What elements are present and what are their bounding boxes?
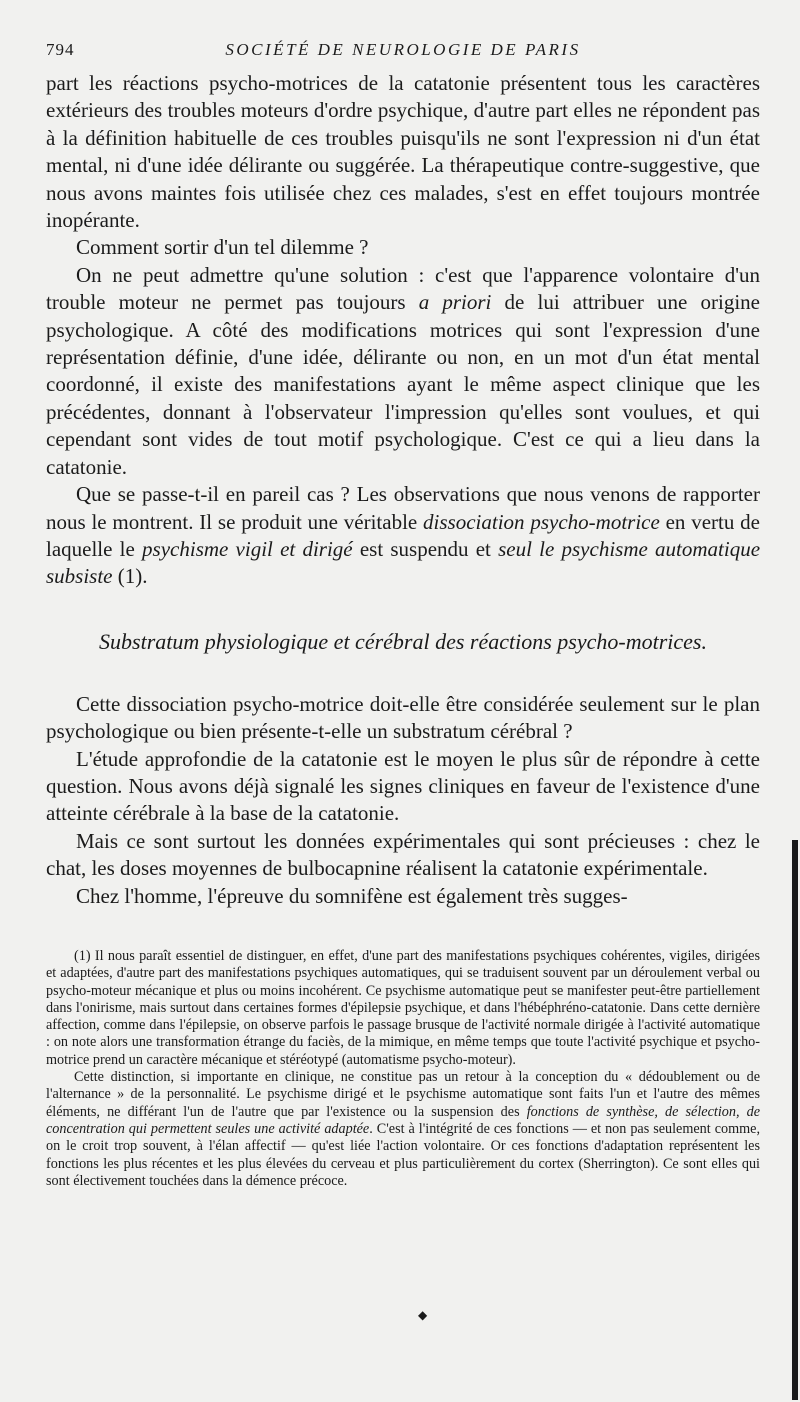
footnote-reference: (1). [112,564,148,589]
page [46,40,760,1190]
footnote-text-a: Cette distinction, si importante en clinique, ne constitue pas un retour à la conception du « dédoublement ou de l'alternance » de la personnalité. Le psychisme dirigé et le psychisme automatique sont faits l'un et l'autre des mêmes éléments, ne différant l'un de l'autre que par l'existence ou la suspension des [46,1069,760,1120]
paragraph-2: Comment sortir d'un tel dilemme ? [76,235,369,260]
paragraph-4-italic-2: psychisme vigil et dirigé [142,536,353,561]
printer-mark: ◆ [418,1308,428,1322]
scan-edge-bar [792,840,798,1400]
paragraph-3-text-a: On ne peut admettre qu'une solution : c'est que l'apparence volontaire d'un trouble moteur ne permet pas toujours [46,262,760,315]
section-heading: Substratum physiologique et cérébral des réactions psycho-motrices. [99,628,707,654]
page-header [46,40,760,70]
paragraph-5: Cette dissociation psycho-motrice doit-elle être considérée seulement sur le plan psychologique ou bien présente-t-elle un substratum cérébral ? [46,691,760,744]
paragraph-6: L'étude approfondie de la catatonie est le moyen le plus sûr de répondre à cette question. Nous avons déjà signalé les signes cliniques en faveur de l'existence d'une atteinte cérébrale à la base de la catatonie. [46,746,760,826]
paragraph-4 [46,481,760,591]
paragraph-3 [46,262,760,481]
footnote-1-continued [46,1069,760,1190]
body-text [46,70,760,910]
running-title: SOCIÉTÉ DE NEUROLOGIE DE PARIS [225,40,581,59]
paragraph-4-text-b: en vertu de laquelle le [46,509,760,561]
paragraph-4-italic-1: dissociation psycho-motrice [423,509,660,534]
footnote-1: (1) Il nous paraît essentiel de distinguer, en effet, d'une part des manifestations psychiques cohérentes, vigiles, dirigées et adaptées, d'autre part des manifestations psychiques automatiques, qui se traduisent souvent par un déroulement verbal ou psycho-moteur mécanique et plus ou moins incohérent. Ce psychisme automatique peut se manifester peut-être partiellement dans l'onirisme, mais surtout dans certaines formes d'épilepsie psychique, et dans l'hébéphréno-catatonie. Dans cette dernière affection, comme dans l'épilepsie, on observe parfois le passage brusque de l'activité normale dirigée à l'activité automatique : on note alors une transformation étrange du faciès, de la mimique, en même temps que toute l'activité psychique et psycho-motrice prend un caractère mécanique et stéréotypé (automatisme psycho-moteur). [46,947,760,1068]
paragraph-7: Mais ce sont surtout les données expérimentales qui sont précieuses : chez le chat, les doses moyennes de bulbocapnine réalisent la catatonie expérimentale. [46,828,760,881]
paragraph-3-italic: a priori [418,290,492,315]
paragraph-4-italic-3: seul le psychisme automatique subsiste [46,536,761,589]
paragraph-4-text-c: est suspendu et [352,536,499,561]
footnote-italic: fonctions de synthèse, de sélection, de concentration qui permettent seules une activité adaptée [46,1103,760,1137]
paragraph-4-text-a: Que se passe-t-il en pareil cas ? Les observations que nous venons de rapporter nous le montrent. Il se produit une véritable [46,482,760,534]
page-number: 794 [46,40,75,59]
paragraph-1: part les réactions psycho-motrices de la catatonie présentent tous les caractères extérieurs des troubles moteurs d'ordre psychique, d'autre part elles ne répondent pas à la définition habituelle de ces troubles puisqu'ils ne sont l'expression ni d'un état mental, ni d'une idée délirante ou suggérée. La thérapeutique contre-suggestive, que nous avons maintes fois utilisée chez ces malades, s'est en effet toujours montrée inopérante. [46,71,760,233]
paragraph-8: Chez l'homme, l'épreuve du somnifène est également très sugges- [76,883,628,908]
footnote-text-b: . C'est à l'intégrité de ces fonctions — et non pas seulement comme, on le croit trop souvent, à l'élan affectif — qu'est liée l'action volontaire. Or ces fonctions d'adaptation représentent les fonctions les plus récentes et les plus élevées du cerveau et plus particulièrement du cortex (Sherrington). Ce sont elles qui sont électivement touchées dans la démence précoce. [46,1120,760,1189]
paragraph-3-text-b: de lui attribuer une origine psychologique. A côté des modifications motrices qui sont l'expression d'une représentation définie, d'une idée, délirante ou non, en un mot d'un état mental coordonné, il existe des manifestations ayant le même aspect clinique que les précédentes, donnant à l'observateur l'impression qu'elles sont voulues, et qui cependant sont vides de tout motif psychologique. C'est ce qui a lieu dans la catatonie. [46,290,760,479]
footnotes [46,948,760,1190]
